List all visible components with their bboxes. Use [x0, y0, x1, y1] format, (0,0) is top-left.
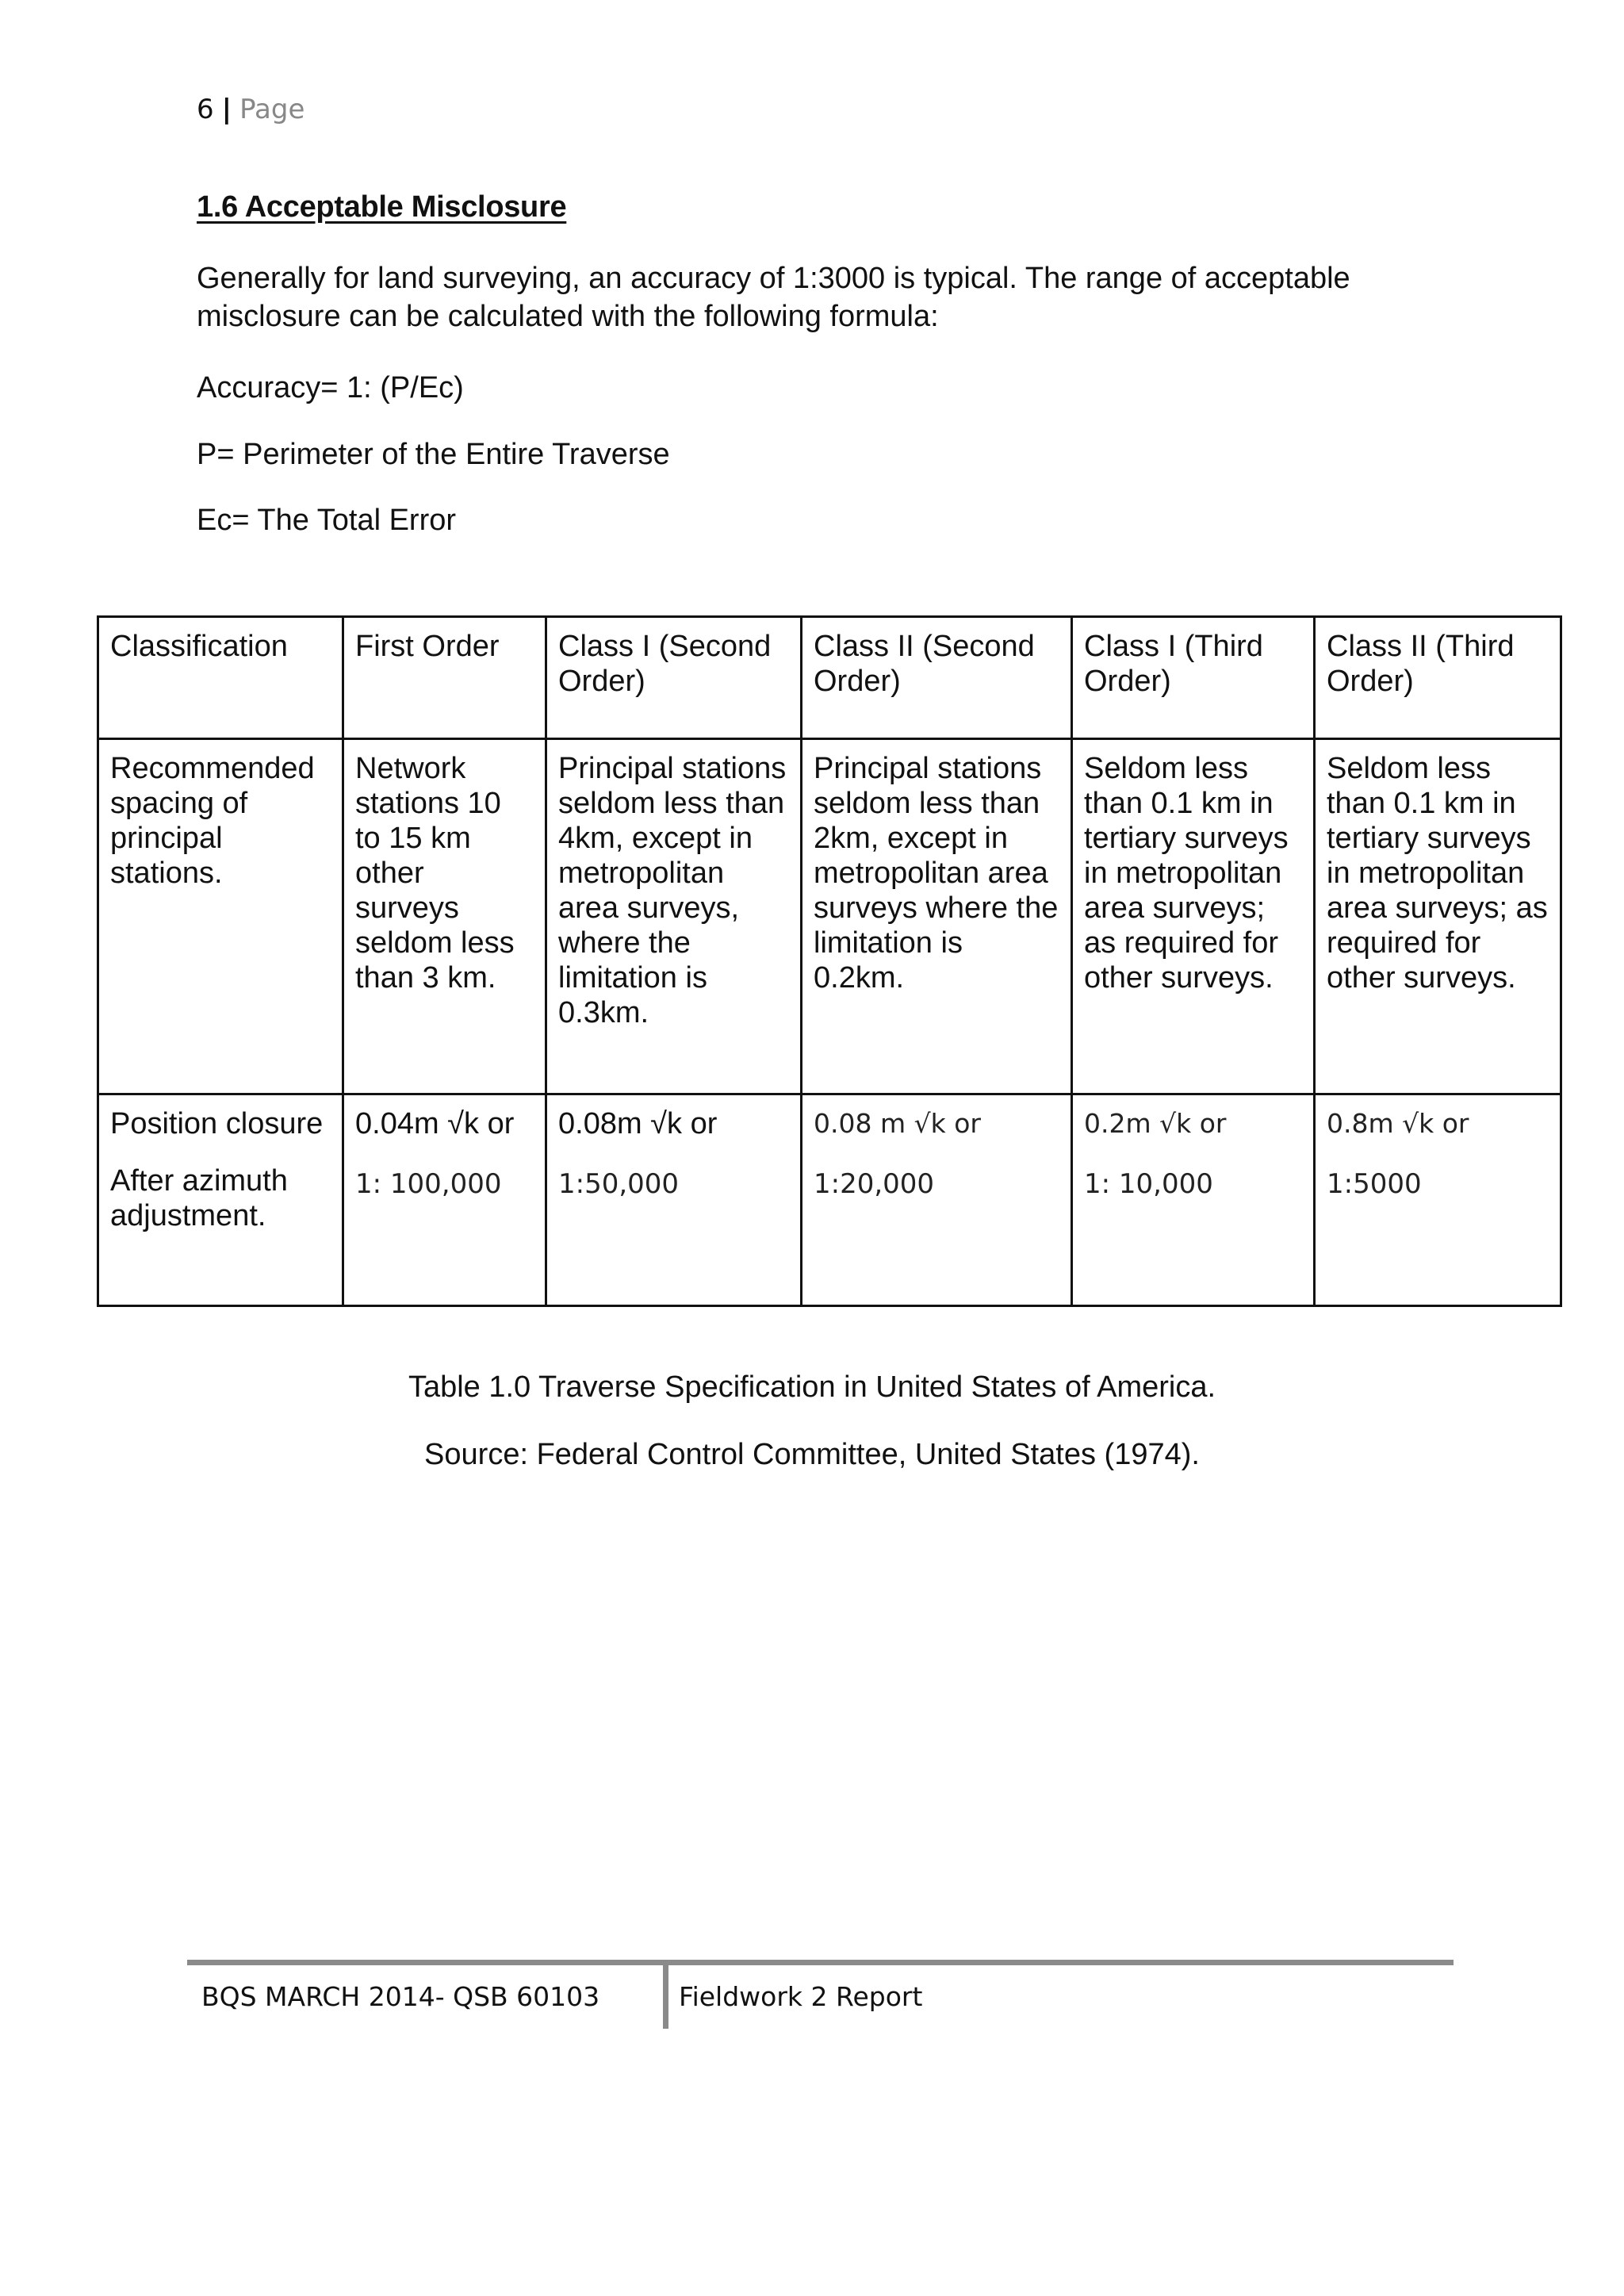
- page-word: Page: [239, 94, 305, 125]
- table-cell: [1315, 1094, 1561, 1306]
- closure-ratio: 1: 100,000: [355, 1168, 502, 1200]
- table-cell: Principal stations seldom less than 4km, except in metropolitan area surveys, where the limitation is 0.3km.: [546, 739, 802, 1094]
- header-cell: Class II (Second Order): [802, 617, 1072, 739]
- table-cell: Seldom less than 0.1 km in tertiary surveys in metropolitan area surveys; as required for other surveys.: [1072, 739, 1315, 1094]
- table-source: Source: Federal Control Committee, United States (1974).: [424, 1438, 1200, 1471]
- header-cell: Classification: [98, 617, 343, 739]
- accuracy-formula: Accuracy= 1: (P/Ec): [197, 371, 464, 404]
- table-cell: Recommended spacing of principal stations.: [98, 739, 343, 1094]
- closure-formula: 0.04m √k or: [355, 1107, 515, 1140]
- table-cell: [1072, 1094, 1315, 1306]
- table-cell: [802, 1094, 1072, 1306]
- table-cell: [98, 1094, 343, 1306]
- page-separator: |: [221, 94, 232, 125]
- intro-paragraph: Generally for land surveying, an accuracy of 1:3000 is typical. The range of acceptable misclosure can be calculated with the following formula:: [197, 262, 1350, 333]
- footer-course-code: BQS MARCH 2014- QSB 60103: [201, 1981, 600, 2012]
- closure-ratio: 1:20,000: [814, 1168, 935, 1200]
- closure-sublabel: After azimuth adjustment.: [110, 1164, 288, 1232]
- table-cell: Seldom less than 0.1 km in tertiary surveys in metropolitan area surveys; as required for other surveys.: [1315, 739, 1561, 1094]
- page-header: [197, 94, 304, 125]
- closure-formula: 0.2m √k or: [1084, 1108, 1227, 1139]
- footer-divider: [663, 1965, 668, 2029]
- closure-formula: 0.08 m √k or: [814, 1108, 981, 1139]
- table-header-row: [98, 617, 1561, 739]
- header-cell: Class I (Third Order): [1072, 617, 1315, 739]
- table-caption: Table 1.0 Traverse Specification in United States of America.: [408, 1370, 1216, 1404]
- perimeter-definition: P= Perimeter of the Entire Traverse: [197, 438, 670, 471]
- traverse-spec-table: [97, 615, 1562, 1307]
- closure-formula: 0.8m √k or: [1327, 1108, 1469, 1139]
- error-definition: Ec= The Total Error: [197, 504, 457, 537]
- footer-rule: [187, 1960, 1454, 1965]
- header-cell: First Order: [343, 617, 546, 739]
- closure-ratio: 1:5000: [1327, 1168, 1422, 1200]
- table-cell: Principal stations seldom less than 2km, except in metropolitan area surveys where the limitation is 0.2km.: [802, 739, 1072, 1094]
- closure-label: Position closure: [110, 1107, 324, 1140]
- table-cell: Network stations 10 to 15 km other surveys seldom less than 3 km.: [343, 739, 546, 1094]
- table-row: [98, 739, 1561, 1094]
- table-cell: [546, 1094, 802, 1306]
- section-title: 1.6 Acceptable Misclosure: [197, 190, 567, 224]
- closure-formula: 0.08m √k or: [558, 1107, 718, 1140]
- footer-report-title: Fieldwork 2 Report: [679, 1981, 923, 2012]
- header-cell: Class I (Second Order): [546, 617, 802, 739]
- table-cell: [343, 1094, 546, 1306]
- table-row: [98, 1094, 1561, 1306]
- closure-ratio: 1:50,000: [558, 1168, 680, 1200]
- header-cell: Class II (Third Order): [1315, 617, 1561, 739]
- closure-ratio: 1: 10,000: [1084, 1168, 1213, 1200]
- page-number: 6: [197, 94, 214, 125]
